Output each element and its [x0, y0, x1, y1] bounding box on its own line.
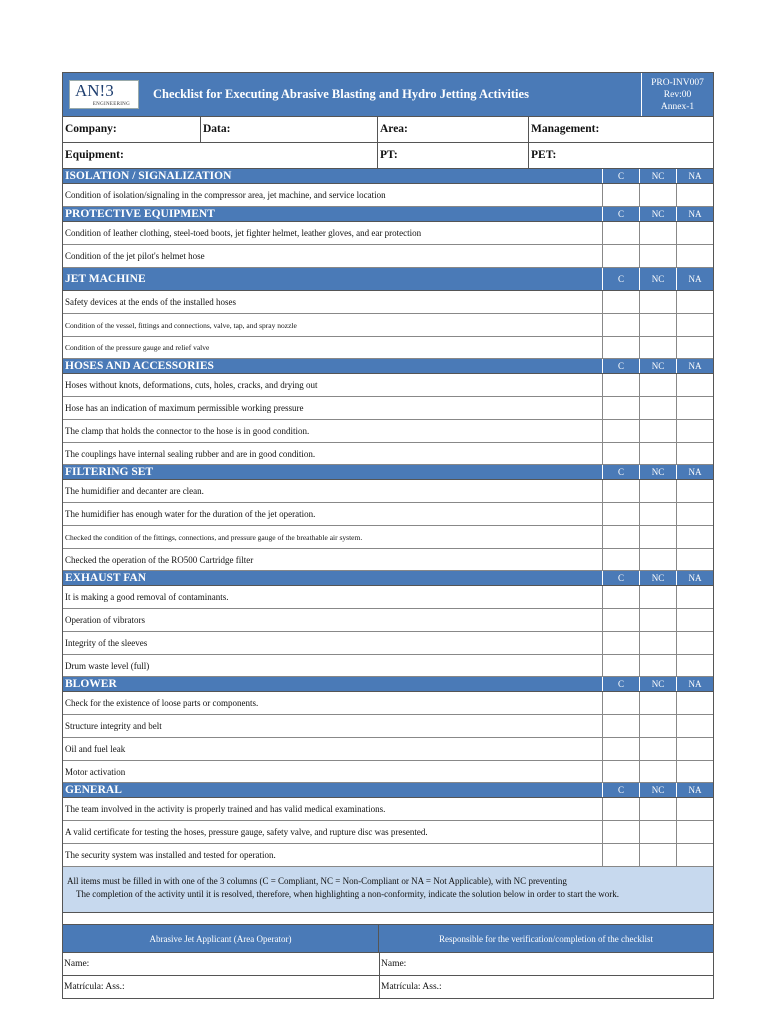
- checkbox-nc[interactable]: [639, 609, 676, 631]
- column-header-c: C: [602, 571, 639, 585]
- checkbox-c[interactable]: [602, 374, 639, 396]
- section-title: GENERAL: [65, 784, 122, 796]
- area-field[interactable]: Area:: [378, 117, 529, 142]
- checkbox-nc[interactable]: [639, 480, 676, 502]
- column-header-na: NA: [676, 169, 713, 183]
- checkbox-c[interactable]: [602, 291, 639, 313]
- column-header-c: C: [602, 169, 639, 183]
- checklist-row: [63, 761, 713, 783]
- verifier-header: Responsible for the verification/completion of the checklist: [439, 933, 653, 944]
- column-header-na: NA: [676, 359, 713, 373]
- checkbox-nc[interactable]: [639, 798, 676, 820]
- checkbox-na[interactable]: [676, 655, 713, 676]
- checkbox-nc[interactable]: [639, 184, 676, 206]
- checkbox-c[interactable]: [602, 549, 639, 570]
- checkbox-na[interactable]: [676, 632, 713, 654]
- checklist-sections: [63, 169, 713, 867]
- management-field[interactable]: Management:: [531, 123, 600, 135]
- checkbox-na[interactable]: [676, 420, 713, 442]
- checkbox-na[interactable]: [676, 374, 713, 396]
- checklist-item-label: The security system was installed and tested for operation.: [65, 850, 276, 860]
- checklist-row: [63, 397, 713, 420]
- checklist-item-label: Check for the existence of loose parts or components.: [65, 698, 259, 708]
- checklist-item-label: Hose has an indication of maximum permissible working pressure: [65, 403, 304, 413]
- applicant-name-field[interactable]: Name:: [63, 953, 380, 975]
- applicant-matricula-field[interactable]: Matrícula: Ass.:: [63, 976, 380, 998]
- checkbox-c[interactable]: [602, 245, 639, 267]
- section-header: [63, 207, 713, 222]
- column-header-na: NA: [676, 783, 713, 797]
- checkbox-na[interactable]: [676, 184, 713, 206]
- checkbox-na[interactable]: [676, 222, 713, 244]
- verifier-matricula-field[interactable]: Matrícula: Ass.:: [381, 982, 442, 992]
- checkbox-nc[interactable]: [639, 420, 676, 442]
- checkbox-c[interactable]: [602, 692, 639, 714]
- doc-revision: Rev:00: [663, 89, 692, 100]
- checklist-row: [63, 549, 713, 571]
- checkbox-nc[interactable]: [639, 632, 676, 654]
- checklist-item-label: Condition of the vessel, fittings and connections, valve, tap, and spray nozzle: [65, 320, 297, 330]
- column-header-nc: NC: [639, 359, 676, 373]
- checkbox-na[interactable]: [676, 480, 713, 502]
- checklist-row: [63, 374, 713, 397]
- checkbox-nc[interactable]: [639, 374, 676, 396]
- checkbox-nc[interactable]: [639, 692, 676, 714]
- checkbox-nc[interactable]: [639, 738, 676, 760]
- checklist-row: [63, 222, 713, 245]
- checkbox-nc[interactable]: [639, 655, 676, 676]
- section-header: [63, 783, 713, 798]
- checkbox-na[interactable]: [676, 715, 713, 737]
- checklist-row: [63, 184, 713, 207]
- note-line-2: The completion of the activity until it is resolved, therefore, when highlighting a non-conformity, indicate the solution below in order to start the work.: [76, 889, 620, 899]
- checkbox-na[interactable]: [676, 443, 713, 464]
- checkbox-na[interactable]: [676, 549, 713, 570]
- checkbox-c[interactable]: [602, 480, 639, 502]
- checkbox-nc[interactable]: [639, 844, 676, 866]
- section-title: HOSES AND ACCESSORIES: [65, 360, 214, 372]
- checkbox-nc[interactable]: [639, 397, 676, 419]
- column-header-nc: NC: [639, 677, 676, 691]
- checklist-item-label: Condition of the pressure gauge and relief valve: [65, 343, 210, 352]
- checklist-row: [63, 503, 713, 526]
- checklist-row: [63, 715, 713, 738]
- column-header-c: C: [602, 359, 639, 373]
- checkbox-c[interactable]: [602, 609, 639, 631]
- section-header: [63, 571, 713, 586]
- checklist-item-label: Condition of leather clothing, steel-toed boots, jet fighter helmet, leather gloves, and ear protection: [65, 228, 422, 238]
- checkbox-nc[interactable]: [639, 222, 676, 244]
- checkbox-na[interactable]: [676, 798, 713, 820]
- logo-text: AN!3: [75, 81, 114, 100]
- checklist-item-label: Structure integrity and belt: [65, 721, 162, 731]
- column-header-na: NA: [676, 207, 713, 221]
- column-header-na: NA: [676, 677, 713, 691]
- checklist-item-label: Condition of the jet pilot's helmet hose: [65, 251, 205, 261]
- section-header: [63, 359, 713, 374]
- checkbox-c[interactable]: [602, 821, 639, 843]
- checkbox-c[interactable]: [602, 337, 639, 358]
- checkbox-na[interactable]: [676, 314, 713, 336]
- column-header-na: NA: [676, 268, 713, 290]
- checkbox-c[interactable]: [602, 715, 639, 737]
- checkbox-nc[interactable]: [639, 337, 676, 358]
- checkbox-c[interactable]: [602, 632, 639, 654]
- blank-row: [63, 913, 713, 925]
- checkbox-c[interactable]: [602, 798, 639, 820]
- checklist-item-label: A valid certificate for testing the hoses, pressure gauge, safety valve, and rupture disc was presented.: [65, 827, 428, 837]
- checkbox-c[interactable]: [602, 761, 639, 782]
- column-header-nc: NC: [639, 169, 676, 183]
- checkbox-nc[interactable]: [639, 314, 676, 336]
- checkbox-nc[interactable]: [639, 715, 676, 737]
- section-header: [63, 268, 713, 291]
- column-header-c: C: [602, 268, 639, 290]
- checkbox-c[interactable]: [602, 586, 639, 608]
- column-header-nc: NC: [639, 207, 676, 221]
- section-title: BLOWER: [65, 678, 117, 690]
- company-field[interactable]: Company:: [63, 117, 201, 142]
- checklist-row: [63, 245, 713, 268]
- column-header-na: NA: [676, 465, 713, 479]
- section-title: EXHAUST FAN: [65, 572, 147, 584]
- checkbox-c[interactable]: [602, 222, 639, 244]
- column-header-c: C: [602, 677, 639, 691]
- checklist-row: [63, 291, 713, 314]
- checklist-row: [63, 798, 713, 821]
- checkbox-nc[interactable]: [639, 245, 676, 267]
- form-title: Checklist for Executing Abrasive Blasting and Hydro Jetting Activities: [153, 87, 529, 101]
- section-header: [63, 677, 713, 692]
- checklist-row: [63, 526, 713, 549]
- doc-annex: Annex-1: [660, 101, 695, 112]
- checkbox-nc[interactable]: [639, 761, 676, 782]
- checkbox-c[interactable]: [602, 397, 639, 419]
- checklist-item-label: The couplings have internal sealing rubber and are in good condition.: [65, 448, 316, 459]
- section-title: JET MACHINE: [65, 273, 146, 285]
- form-header: [63, 73, 713, 117]
- checklist-item-label: Operation of vibrators: [65, 615, 145, 625]
- logo-subtext: ENGINEERING: [92, 102, 130, 107]
- checkbox-na[interactable]: [676, 503, 713, 525]
- checklist-item-label: The clamp that holds the connector to the hose is in good condition.: [65, 426, 310, 436]
- checkbox-na[interactable]: [676, 337, 713, 358]
- column-header-c: C: [602, 465, 639, 479]
- checkbox-na[interactable]: [676, 761, 713, 782]
- checkbox-na[interactable]: [676, 526, 713, 548]
- checklist-row: [63, 738, 713, 761]
- checkbox-na[interactable]: [676, 692, 713, 714]
- checklist-row: [63, 420, 713, 443]
- column-header-c: C: [602, 783, 639, 797]
- checklist-item-label: It is making a good removal of contaminants.: [65, 592, 229, 602]
- column-header-nc: NC: [639, 571, 676, 585]
- checklist-row: [63, 692, 713, 715]
- checkbox-nc[interactable]: [639, 291, 676, 313]
- checkbox-nc[interactable]: [639, 821, 676, 843]
- checklist-item-label: Checked the operation of the RO500 Cartridge filter: [65, 554, 254, 565]
- checkbox-na[interactable]: [676, 397, 713, 419]
- checklist-form: [62, 72, 714, 999]
- checkbox-nc[interactable]: [639, 503, 676, 525]
- pt-field[interactable]: PT:: [378, 143, 529, 168]
- checklist-row: [63, 337, 713, 359]
- checklist-item-label: Hoses without knots, deformations, cuts, holes, cracks, and drying out: [65, 380, 318, 390]
- checklist-row: [63, 655, 713, 677]
- checkbox-c[interactable]: [602, 314, 639, 336]
- checkbox-c[interactable]: [602, 443, 639, 464]
- checkbox-c[interactable]: [602, 526, 639, 548]
- checkbox-c[interactable]: [602, 738, 639, 760]
- instructions-note: [63, 867, 713, 913]
- column-header-nc: NC: [639, 465, 676, 479]
- section-header: [63, 169, 713, 184]
- checkbox-c[interactable]: [602, 184, 639, 206]
- signature-header: [63, 925, 713, 953]
- checkbox-nc[interactable]: [639, 526, 676, 548]
- checkbox-na[interactable]: [676, 738, 713, 760]
- checklist-item-label: Drum waste level (full): [65, 660, 150, 671]
- logo-cell: [63, 73, 145, 116]
- checkbox-nc[interactable]: [639, 443, 676, 464]
- signature-matricula-row: [63, 976, 713, 999]
- checkbox-nc[interactable]: [639, 549, 676, 570]
- checklist-item-label: The humidifier and decanter are clean.: [65, 486, 204, 496]
- column-header-na: NA: [676, 571, 713, 585]
- checklist-item-label: The humidifier has enough water for the duration of the jet operation.: [65, 509, 316, 519]
- company-logo: [69, 80, 139, 109]
- info-row-1: [63, 117, 713, 143]
- checkbox-c[interactable]: [602, 503, 639, 525]
- checklist-item-label: Oil and fuel leak: [65, 744, 126, 754]
- checkbox-na[interactable]: [676, 821, 713, 843]
- checkbox-na[interactable]: [676, 609, 713, 631]
- section-title: ISOLATION / SIGNALIZATION: [65, 170, 232, 182]
- checkbox-na[interactable]: [676, 291, 713, 313]
- checkbox-na[interactable]: [676, 245, 713, 267]
- equipment-field[interactable]: Equipment:: [63, 143, 378, 168]
- checklist-item-label: Safety devices at the ends of the installed hoses: [65, 297, 236, 307]
- checkbox-na[interactable]: [676, 844, 713, 866]
- checkbox-nc[interactable]: [639, 586, 676, 608]
- checkbox-c[interactable]: [602, 844, 639, 866]
- section-header: [63, 465, 713, 480]
- checklist-item-label: The team involved in the activity is properly trained and has valid medical examinations.: [65, 804, 386, 814]
- section-title: PROTECTIVE EQUIPMENT: [65, 208, 215, 220]
- checklist-row: [63, 821, 713, 844]
- checkbox-na[interactable]: [676, 586, 713, 608]
- document-id-block: [641, 73, 713, 116]
- checklist-row: [63, 314, 713, 337]
- signature-name-row: [63, 953, 713, 976]
- checklist-item-label: Motor activation: [65, 766, 126, 777]
- column-header-c: C: [602, 207, 639, 221]
- checklist-row: [63, 443, 713, 465]
- checkbox-c[interactable]: [602, 655, 639, 676]
- checklist-row: [63, 480, 713, 503]
- verifier-name-field[interactable]: Name:: [381, 959, 407, 969]
- data-field[interactable]: Data:: [201, 117, 378, 142]
- checklist-row: [63, 609, 713, 632]
- checklist-row: [63, 586, 713, 609]
- pet-field[interactable]: PET:: [531, 149, 557, 161]
- checklist-item-label: Condition of isolation/signaling in the compressor area, jet machine, and service location: [65, 190, 386, 200]
- column-header-nc: NC: [639, 783, 676, 797]
- column-header-nc: NC: [639, 268, 676, 290]
- checklist-item-label: Checked the condition of the fittings, connections, and pressure gauge of the breathable air system.: [65, 532, 363, 542]
- checklist-item-label: Integrity of the sleeves: [65, 638, 148, 648]
- applicant-header: Abrasive Jet Applicant (Area Operator): [63, 925, 379, 952]
- section-title: FILTERING SET: [65, 466, 154, 478]
- note-line-1: All items must be filled in with one of the 3 columns (C = Compliant, NC = Non-Compliant or NA = Not Applicable), with NC preventing: [67, 876, 567, 886]
- checkbox-c[interactable]: [602, 420, 639, 442]
- checklist-row: [63, 844, 713, 867]
- info-row-2: [63, 143, 713, 169]
- checklist-row: [63, 632, 713, 655]
- doc-code: PRO-INV007: [651, 77, 704, 88]
